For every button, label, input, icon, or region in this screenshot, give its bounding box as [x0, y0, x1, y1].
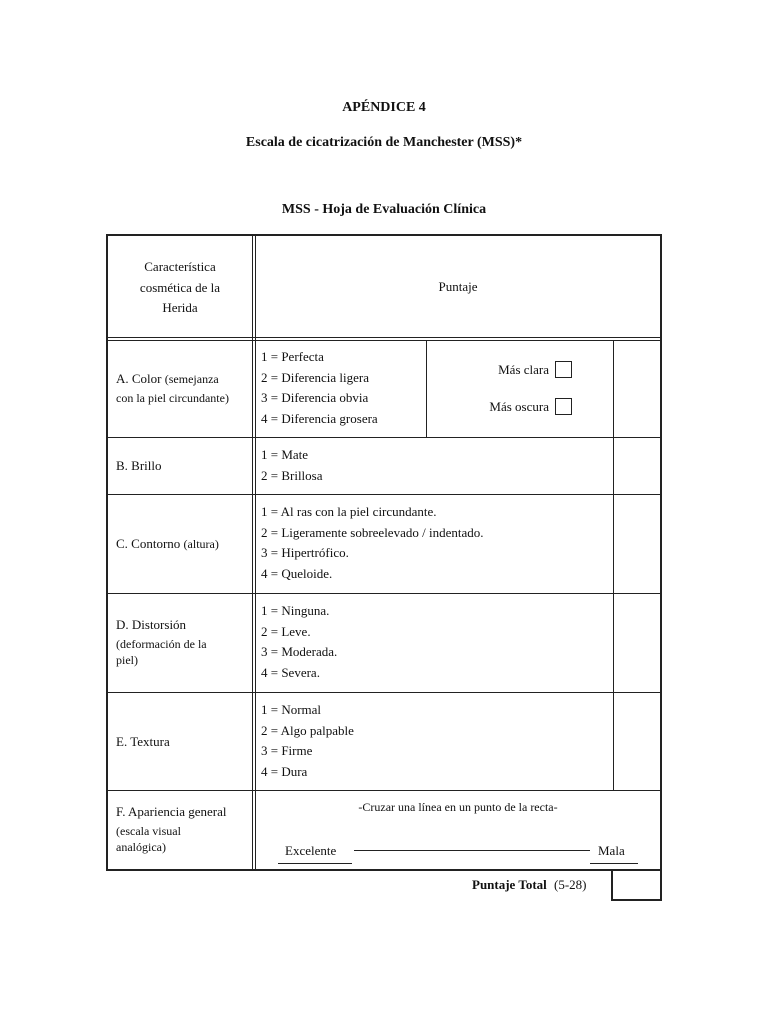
- row-e-options: [261, 700, 354, 782]
- row-c-note: (altura): [183, 537, 219, 551]
- option: 4 = Queloide.: [261, 565, 333, 581]
- option: 4 = Dura: [261, 763, 308, 779]
- row-a-label: [116, 369, 254, 406]
- sheet-title: MSS - Hoja de Evaluación Clínica: [281, 202, 487, 217]
- scale-left-underline: [278, 863, 352, 864]
- lighter-checkbox[interactable]: [555, 361, 572, 378]
- scale-right-underline: [590, 863, 638, 864]
- row-d-label: [116, 615, 252, 668]
- option: 2 = Diferencia ligera: [261, 369, 370, 385]
- total-range: (5-28): [554, 877, 587, 892]
- row-d-options: [261, 601, 337, 683]
- option: 1 = Ninguna.: [261, 603, 330, 618]
- row-f-instruction: -Cruzar una línea en un punto de la recta-: [358, 800, 558, 814]
- darker-checkbox[interactable]: [555, 398, 572, 415]
- row-c-options: [261, 502, 483, 584]
- row-a-title: A. Color: [116, 371, 162, 386]
- option: 2 = Algo palpable: [261, 722, 354, 738]
- row-c-label: [116, 534, 219, 555]
- visual-analog-line[interactable]: [354, 850, 590, 851]
- option: 2 = Leve.: [261, 623, 311, 639]
- row-d-note-2: piel): [116, 652, 138, 667]
- scale-left-label: Excelente: [285, 843, 337, 858]
- header-line: Herida: [162, 300, 198, 315]
- total-score-box[interactable]: [611, 871, 662, 901]
- header-line: Característica: [144, 259, 216, 274]
- column-divider-double: [255, 236, 256, 869]
- option: 1 = Al ras con la piel circundante.: [261, 504, 437, 519]
- row-divider: [108, 494, 660, 495]
- option: 2 = Brillosa: [261, 467, 323, 483]
- scale-right-label: Mala: [598, 843, 625, 858]
- option: 3 = Firme: [261, 743, 313, 758]
- row-b-options: [261, 445, 323, 486]
- option: 1 = Normal: [261, 702, 322, 717]
- row-f-label: [116, 802, 252, 855]
- option: 3 = Hipertrófico.: [261, 545, 349, 560]
- scale-title: Escala de cicatrización de Manchester (MSS)*: [245, 135, 523, 150]
- row-c-title: C. Contorno: [116, 536, 181, 551]
- row-divider: [108, 437, 660, 438]
- row-divider: [108, 790, 660, 791]
- darker-label: Más oscura: [489, 399, 549, 414]
- row-d-title: D. Distorsión: [116, 617, 187, 632]
- color-split-divider: [426, 340, 427, 437]
- row-a-note-2: con la piel circundante): [116, 390, 229, 405]
- option: 3 = Moderada.: [261, 644, 338, 659]
- total-row: [472, 877, 587, 893]
- header-line: cosmética de la: [139, 279, 221, 295]
- row-b-title: B. Brillo: [116, 458, 162, 473]
- total-label: Puntaje Total: [472, 877, 547, 892]
- option: 4 = Diferencia grosera: [261, 410, 378, 426]
- row-e-title: E. Textura: [116, 734, 170, 749]
- header-divider: [108, 337, 660, 338]
- row-d-note: (deformación de la: [116, 636, 207, 651]
- row-f-note: (escala visual: [116, 823, 181, 838]
- evaluation-table: [106, 234, 662, 871]
- option: 2 = Ligeramente sobreelevado / indentado.: [261, 524, 484, 540]
- row-a-options: [261, 347, 378, 429]
- header-divider-double: [108, 340, 660, 341]
- header-score: Puntaje: [438, 279, 478, 294]
- row-f-note-2: analógica): [116, 839, 166, 854]
- row-divider: [108, 593, 660, 594]
- option: 4 = Severa.: [261, 664, 320, 680]
- option: 1 = Perfecta: [261, 349, 324, 364]
- appendix-title: APÉNDICE 4: [342, 100, 426, 115]
- option: 3 = Diferencia obvia: [261, 390, 369, 405]
- option: 1 = Mate: [261, 447, 309, 462]
- score-column-divider: [613, 340, 614, 790]
- header-characteristic: [108, 257, 252, 319]
- lighter-label: Más clara: [498, 362, 549, 377]
- row-a-note: (semejanza: [164, 372, 219, 386]
- row-f-title: F. Apariencia general: [116, 804, 227, 819]
- column-divider: [252, 236, 253, 869]
- row-divider: [108, 692, 660, 693]
